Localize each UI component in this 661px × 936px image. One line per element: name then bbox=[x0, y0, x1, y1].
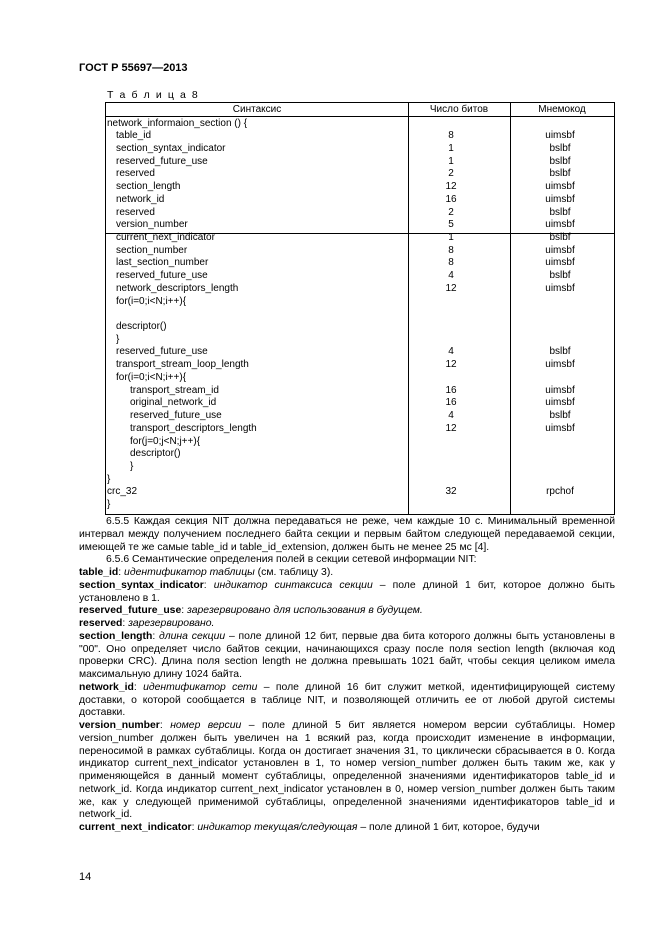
mnemonic-cell: bslbf bbox=[549, 168, 571, 180]
table-row bbox=[106, 397, 614, 410]
bits-cell: 16 bbox=[445, 397, 457, 409]
mnemonic-cell: uimsbf bbox=[545, 193, 575, 205]
table-row bbox=[106, 156, 614, 169]
mnemonic-cell: bslbf bbox=[549, 231, 571, 243]
bits-cell: 4 bbox=[448, 410, 454, 422]
table-row bbox=[106, 359, 614, 372]
table-row bbox=[106, 207, 614, 220]
mnemonic-cell: uimsbf bbox=[545, 219, 575, 231]
paragraph bbox=[79, 516, 615, 554]
page-number: 14 bbox=[79, 871, 92, 883]
mnemonic-cell: uimsbf bbox=[545, 282, 575, 294]
syntax-cell: network_id bbox=[116, 193, 165, 205]
syntax-cell: transport_stream_id bbox=[130, 384, 219, 396]
syntax-table bbox=[105, 102, 615, 515]
syntax-cell: section_length bbox=[116, 181, 181, 193]
table-row bbox=[106, 283, 614, 296]
field-title: идентификатор таблицы bbox=[124, 567, 255, 578]
syntax-cell: version_number bbox=[116, 219, 188, 231]
paragraph-text: – поле длиной 1 бит, которое, будучи bbox=[357, 822, 540, 833]
syntax-cell: table_id bbox=[116, 130, 152, 142]
bits-cell: 12 bbox=[445, 282, 457, 294]
table-row bbox=[106, 118, 614, 131]
mnemonic-cell: bslbf bbox=[549, 206, 571, 218]
mnemonic-cell: rpchof bbox=[546, 486, 574, 498]
syntax-cell: descriptor() bbox=[116, 321, 167, 333]
table-row bbox=[106, 168, 614, 181]
paragraph bbox=[79, 682, 615, 720]
field-name: table_id bbox=[79, 567, 119, 578]
paragraph bbox=[79, 580, 615, 606]
syntax-cell: for(i=0;i<N;i++){ bbox=[116, 371, 187, 383]
table-caption: Т а б л и ц а 8 bbox=[107, 89, 200, 101]
column-header-mnemonic: Мнемокод bbox=[538, 104, 586, 115]
body-text bbox=[79, 516, 615, 835]
field-name: network_id bbox=[79, 681, 134, 693]
bits-cell: 1 bbox=[448, 155, 454, 167]
paragraph-text: : bbox=[159, 720, 171, 731]
column-header-syntax: Синтаксис bbox=[232, 104, 282, 115]
paragraph-text: – поле длиной 5 бит является номером версии субтаблицы. Номер version_number должен быть увеличен на 1 всякий раз, когда происходит изменение в информации, переносимой в рамках субтаблицы. Когда он достигает значения 31, то циклически сбрасывается в 0. Когда индикатор current_next_indicator установлен в 1, то номер version_number должен быть таким же, как у применяющейся в данный момент субтаблицы, определенной значениями идентификаторов table_id и network_id. Когда индикатор current_next_indicator установлен в 0, номер version_number должен быть таким же, как у следующей применимой субтаблицы, определенной значениями идентификаторов table_id и network_id. bbox=[79, 720, 615, 821]
syntax-cell: } bbox=[116, 333, 120, 345]
table-row bbox=[106, 181, 614, 194]
syntax-cell: network_descriptors_length bbox=[116, 282, 239, 294]
paragraph bbox=[79, 618, 615, 631]
bits-cell: 1 bbox=[448, 231, 454, 243]
bits-cell: 2 bbox=[448, 168, 454, 180]
mnemonic-cell: uimsbf bbox=[545, 130, 575, 142]
syntax-cell: reserved_future_use bbox=[116, 270, 208, 282]
syntax-cell: for(j=0;j<N;j++){ bbox=[130, 435, 201, 447]
paragraph-text: : bbox=[191, 822, 198, 833]
bits-cell: 12 bbox=[445, 181, 457, 193]
syntax-cell: section_syntax_indicator bbox=[116, 142, 226, 154]
paragraph-text: (см. таблицу 3). bbox=[254, 567, 334, 578]
syntax-cell: original_network_id bbox=[130, 397, 217, 409]
table-row bbox=[106, 270, 614, 283]
table-row bbox=[106, 219, 614, 232]
mnemonic-cell: bslbf bbox=[549, 155, 571, 167]
paragraph-text: : bbox=[181, 605, 188, 617]
bits-cell: 8 bbox=[448, 130, 454, 142]
table-row bbox=[106, 448, 614, 461]
field-title: зарезервировано для использования в будущем. bbox=[187, 605, 423, 617]
mnemonic-cell: bslbf bbox=[549, 346, 571, 358]
field-name: reserved bbox=[79, 618, 123, 629]
bits-cell: 12 bbox=[445, 422, 457, 434]
mnemonic-cell: uimsbf bbox=[545, 422, 575, 434]
field-title: зарезервировано. bbox=[128, 618, 215, 629]
bits-cell: 8 bbox=[448, 244, 454, 256]
field-name: section_length bbox=[79, 630, 153, 642]
field-name: section_syntax_indicator bbox=[79, 579, 204, 591]
mnemonic-cell: uimsbf bbox=[545, 181, 575, 193]
paragraph bbox=[79, 605, 615, 618]
table-row bbox=[106, 436, 614, 449]
paragraph bbox=[79, 822, 615, 835]
table-row bbox=[106, 334, 614, 347]
table-row bbox=[106, 308, 614, 321]
syntax-cell: } bbox=[130, 460, 134, 472]
bits-cell: 32 bbox=[445, 486, 457, 498]
field-title: индикатор синтаксиса секции bbox=[213, 579, 373, 591]
syntax-cell: reserved bbox=[116, 206, 155, 218]
table-row bbox=[106, 143, 614, 156]
table-row bbox=[106, 232, 614, 245]
mnemonic-cell: bslbf bbox=[549, 270, 571, 282]
syntax-cell: } bbox=[107, 499, 111, 511]
field-title: идентификатор сети bbox=[143, 681, 258, 693]
paragraph bbox=[79, 631, 615, 682]
table-row bbox=[106, 194, 614, 207]
table-row bbox=[106, 423, 614, 436]
table-row bbox=[106, 130, 614, 143]
syntax-cell: transport_descriptors_length bbox=[130, 422, 257, 434]
syntax-cell: network_informaion_section () { bbox=[107, 117, 248, 129]
field-name: reserved_future_use bbox=[79, 605, 182, 617]
table-row bbox=[106, 346, 614, 359]
syntax-cell: } bbox=[107, 473, 111, 485]
field-name: version_number bbox=[79, 720, 160, 731]
paragraph-text: 6.5.5 Каждая секция NIT должна передаваться не реже, чем каждые 10 с. Минимальный временной интервал между получением последнего байта секции и первым байтом следующей передаваемой секции, имеющей те же самые table_id и table_id_extension, должен быть не менее 25 мс [4]. bbox=[79, 516, 615, 553]
paragraph-text: : bbox=[133, 681, 144, 693]
bits-cell: 4 bbox=[448, 270, 454, 282]
table-row bbox=[106, 410, 614, 423]
bits-cell: 1 bbox=[448, 142, 454, 154]
bits-cell: 4 bbox=[448, 346, 454, 358]
field-title: длина секции bbox=[159, 630, 226, 642]
table-row bbox=[106, 461, 614, 474]
bits-cell: 5 bbox=[448, 219, 454, 231]
field-title: номер версии bbox=[170, 720, 242, 731]
paragraph-text: : bbox=[118, 567, 125, 578]
mnemonic-cell: uimsbf bbox=[545, 384, 575, 396]
paragraph-text: – поле длиной 12 бит, первые два бита которого должны быть установлены в "00". Оно определяет число байтов секции, начинающихся сразу после поля section length (включая код проверки CRC). Длина поля section length не должна превышать 1021 байт, чтобы секция целиком имела максимальную длину 1024 байта. bbox=[79, 630, 615, 680]
mnemonic-cell: bslbf bbox=[549, 410, 571, 422]
document-header: ГОСТ Р 55697—2013 bbox=[79, 62, 188, 74]
syntax-cell: current_next_indicator bbox=[116, 231, 215, 243]
table-row bbox=[106, 486, 614, 499]
table-row bbox=[106, 321, 614, 334]
bits-cell: 16 bbox=[445, 193, 457, 205]
syntax-cell: reserved_future_use bbox=[116, 155, 208, 167]
syntax-cell: descriptor() bbox=[130, 448, 181, 460]
bits-cell: 16 bbox=[445, 384, 457, 396]
paragraph-text: : bbox=[203, 579, 214, 591]
bits-cell: 12 bbox=[445, 359, 457, 371]
mnemonic-cell: bslbf bbox=[549, 142, 571, 154]
mnemonic-cell: uimsbf bbox=[545, 359, 575, 371]
mnemonic-cell: uimsbf bbox=[545, 244, 575, 256]
paragraph-text: – поле длиной 16 бит служит меткой, идентифицирующей систему доставки, о которой сообщается в таблице NIT, и позволяющей отличить ее от любой другой системы доставки. bbox=[79, 681, 616, 719]
syntax-cell: crc_32 bbox=[107, 486, 138, 498]
paragraph-text: – поле длиной 1 бит, которое должно быть установлено в 1. bbox=[79, 579, 615, 604]
paragraph bbox=[79, 567, 615, 580]
field-name: current_next_indicator bbox=[79, 822, 192, 833]
paragraph-text: : bbox=[122, 618, 129, 629]
table-row bbox=[106, 499, 614, 512]
syntax-cell: reserved bbox=[116, 168, 155, 180]
column-header-bits: Число битов bbox=[429, 104, 489, 115]
paragraph-text: : bbox=[152, 630, 160, 642]
paragraph-text: 6.5.6 Семантические определения полей в секции сетевой информации NIT: bbox=[106, 554, 477, 566]
paragraph bbox=[79, 554, 615, 567]
table-row bbox=[106, 474, 614, 487]
field-title: индикатор текущая/следующая bbox=[197, 822, 358, 833]
table-row bbox=[106, 245, 614, 258]
syntax-cell: transport_stream_loop_length bbox=[116, 359, 249, 371]
paragraph bbox=[79, 720, 615, 822]
table-row bbox=[106, 372, 614, 385]
syntax-cell: last_section_number bbox=[116, 257, 209, 269]
bits-cell: 2 bbox=[448, 206, 454, 218]
table-row bbox=[106, 257, 614, 270]
syntax-cell: section_number bbox=[116, 244, 188, 256]
mnemonic-cell: uimsbf bbox=[545, 397, 575, 409]
table-row bbox=[106, 296, 614, 309]
syntax-cell: for(i=0;i<N;i++){ bbox=[116, 295, 187, 307]
syntax-cell: reserved_future_use bbox=[130, 410, 222, 422]
mnemonic-cell: uimsbf bbox=[545, 257, 575, 269]
syntax-cell: reserved_future_use bbox=[116, 346, 208, 358]
bits-cell: 8 bbox=[448, 257, 454, 269]
table-row bbox=[106, 385, 614, 398]
